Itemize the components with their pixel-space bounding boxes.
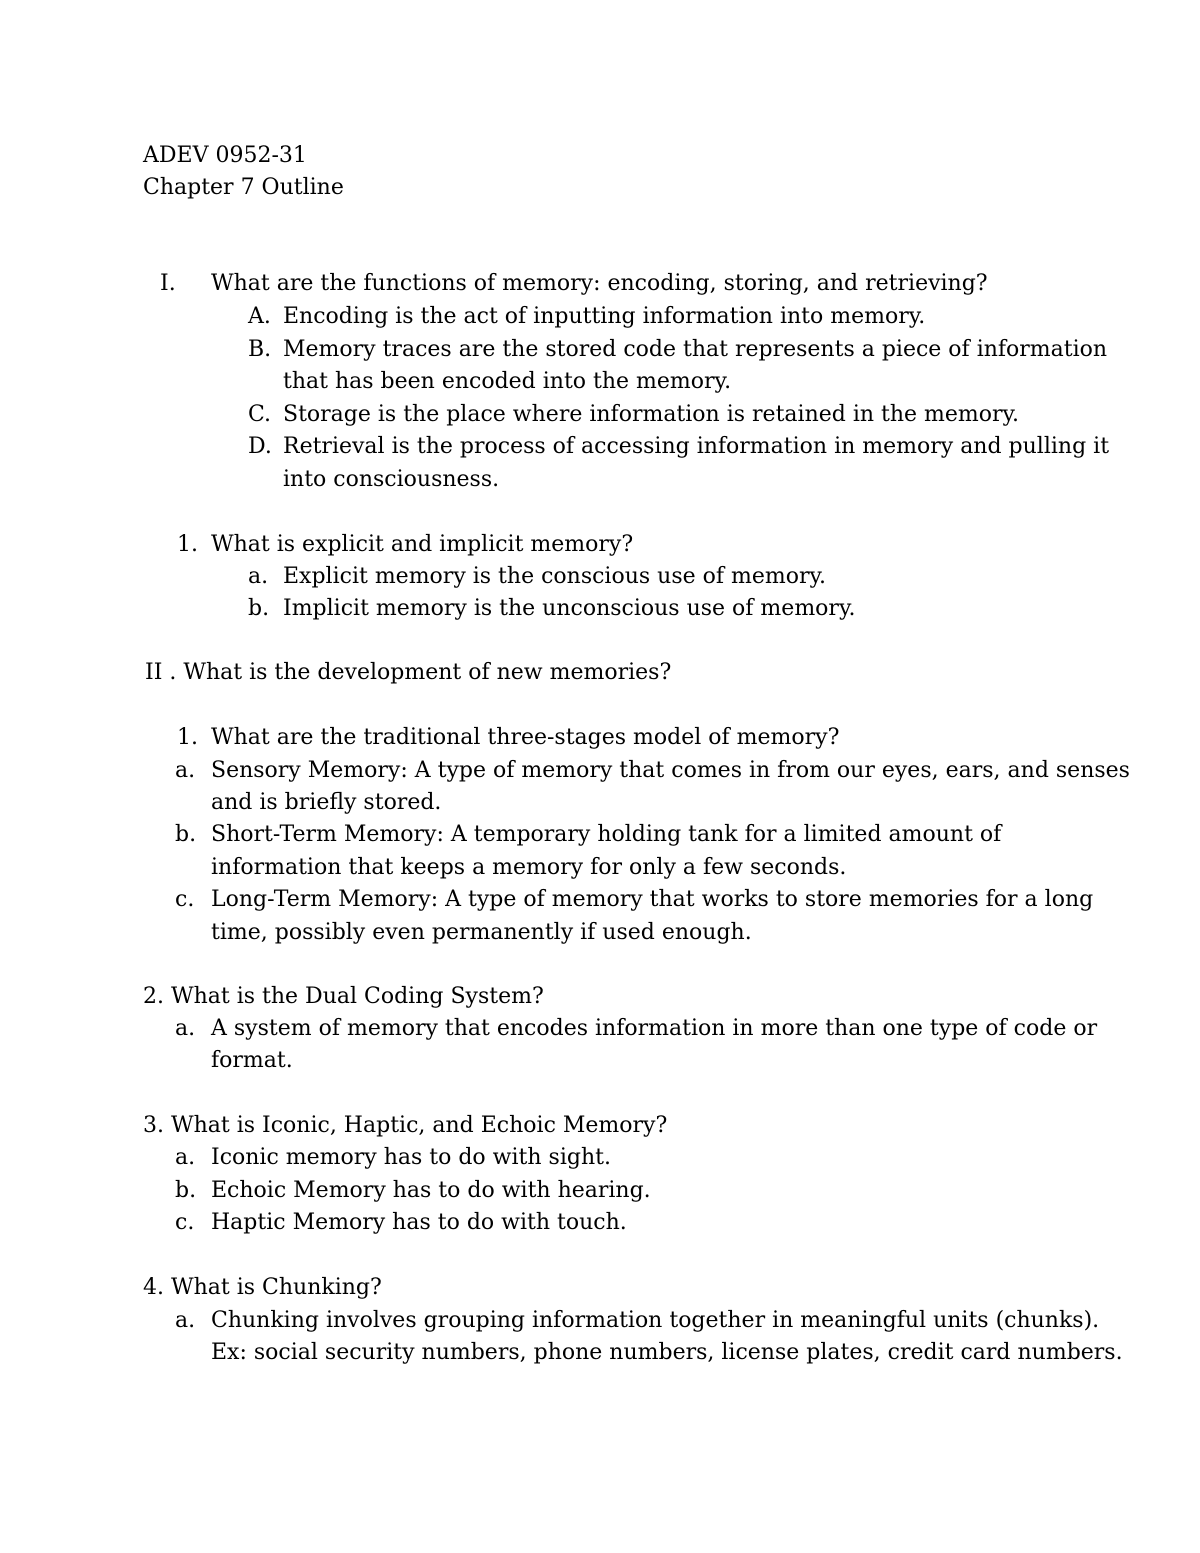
item-marker: b. — [248, 596, 270, 621]
course-code: ADEV 0952-31 — [143, 143, 307, 168]
item-text: Encoding is the act of inputting information into memory. — [283, 304, 926, 329]
item-marker: a. — [175, 1308, 196, 1333]
item-marker: a. — [175, 1016, 196, 1041]
subquestion-marker: 1. — [177, 725, 198, 750]
item-text: Implicit memory is the unconscious use of memory. — [283, 596, 856, 621]
section-1-marker: I. — [160, 271, 176, 296]
item-text: Long-Term Memory: A type of memory that works to store memories for a long — [211, 887, 1094, 912]
item-marker: a. — [175, 1145, 196, 1170]
item-text: Explicit memory is the conscious use of memory. — [283, 564, 827, 589]
item-marker: c. — [175, 887, 195, 912]
item-text: that has been encoded into the memory. — [283, 369, 732, 394]
item-text: Memory traces are the stored code that represents a piece of information — [283, 337, 1108, 362]
question-2-heading: 2. What is the Dual Coding System? — [143, 984, 544, 1009]
subquestion-marker: 1. — [177, 532, 198, 557]
subquestion-text: What is explicit and implicit memory? — [211, 532, 634, 557]
item-text: Ex: social security numbers, phone numbers, license plates, credit card numbers. — [211, 1340, 1123, 1365]
item-marker: C. — [248, 402, 272, 427]
item-text: time, possibly even permanently if used enough. — [211, 920, 752, 945]
item-text: Haptic Memory has to do with touch. — [211, 1210, 627, 1235]
item-text: Echoic Memory has to do with hearing. — [211, 1178, 651, 1203]
item-marker: D. — [248, 434, 272, 459]
item-marker: a. — [175, 758, 196, 783]
item-text: Retrieval is the process of accessing information in memory and pulling it — [283, 434, 1110, 459]
question-4-heading: 4. What is Chunking? — [143, 1275, 382, 1300]
item-text: A system of memory that encodes information in more than one type of code or — [211, 1016, 1098, 1041]
item-marker: c. — [175, 1210, 195, 1235]
item-text: Short-Term Memory: A temporary holding tank for a limited amount of — [211, 822, 1002, 847]
item-marker: b. — [175, 1178, 197, 1203]
section-1-question: What are the functions of memory: encoding, storing, and retrieving? — [211, 271, 988, 296]
item-text: format. — [211, 1048, 293, 1073]
item-text: into consciousness. — [283, 467, 500, 492]
item-text: information that keeps a memory for only a few seconds. — [211, 855, 847, 880]
item-marker: b. — [175, 822, 197, 847]
item-marker: B. — [248, 337, 272, 362]
section-2-heading: II . What is the development of new memories? — [145, 660, 672, 685]
item-text: Iconic memory has to do with sight. — [211, 1145, 611, 1170]
document-header — [143, 140, 344, 204]
document-title: Chapter 7 Outline — [143, 175, 344, 200]
item-text: Sensory Memory: A type of memory that comes in from our eyes, ears, and senses — [211, 758, 1130, 783]
item-marker: A. — [248, 304, 271, 329]
item-text: and is briefly stored. — [211, 790, 442, 815]
subquestion-text: What are the traditional three-stages model of memory? — [211, 725, 840, 750]
item-marker: a. — [248, 564, 269, 589]
item-text: Storage is the place where information is retained in the memory. — [283, 402, 1020, 427]
item-text: Chunking involves grouping information together in meaningful units (chunks). — [211, 1308, 1100, 1333]
question-3-heading: 3. What is Iconic, Haptic, and Echoic Memory? — [143, 1113, 668, 1138]
